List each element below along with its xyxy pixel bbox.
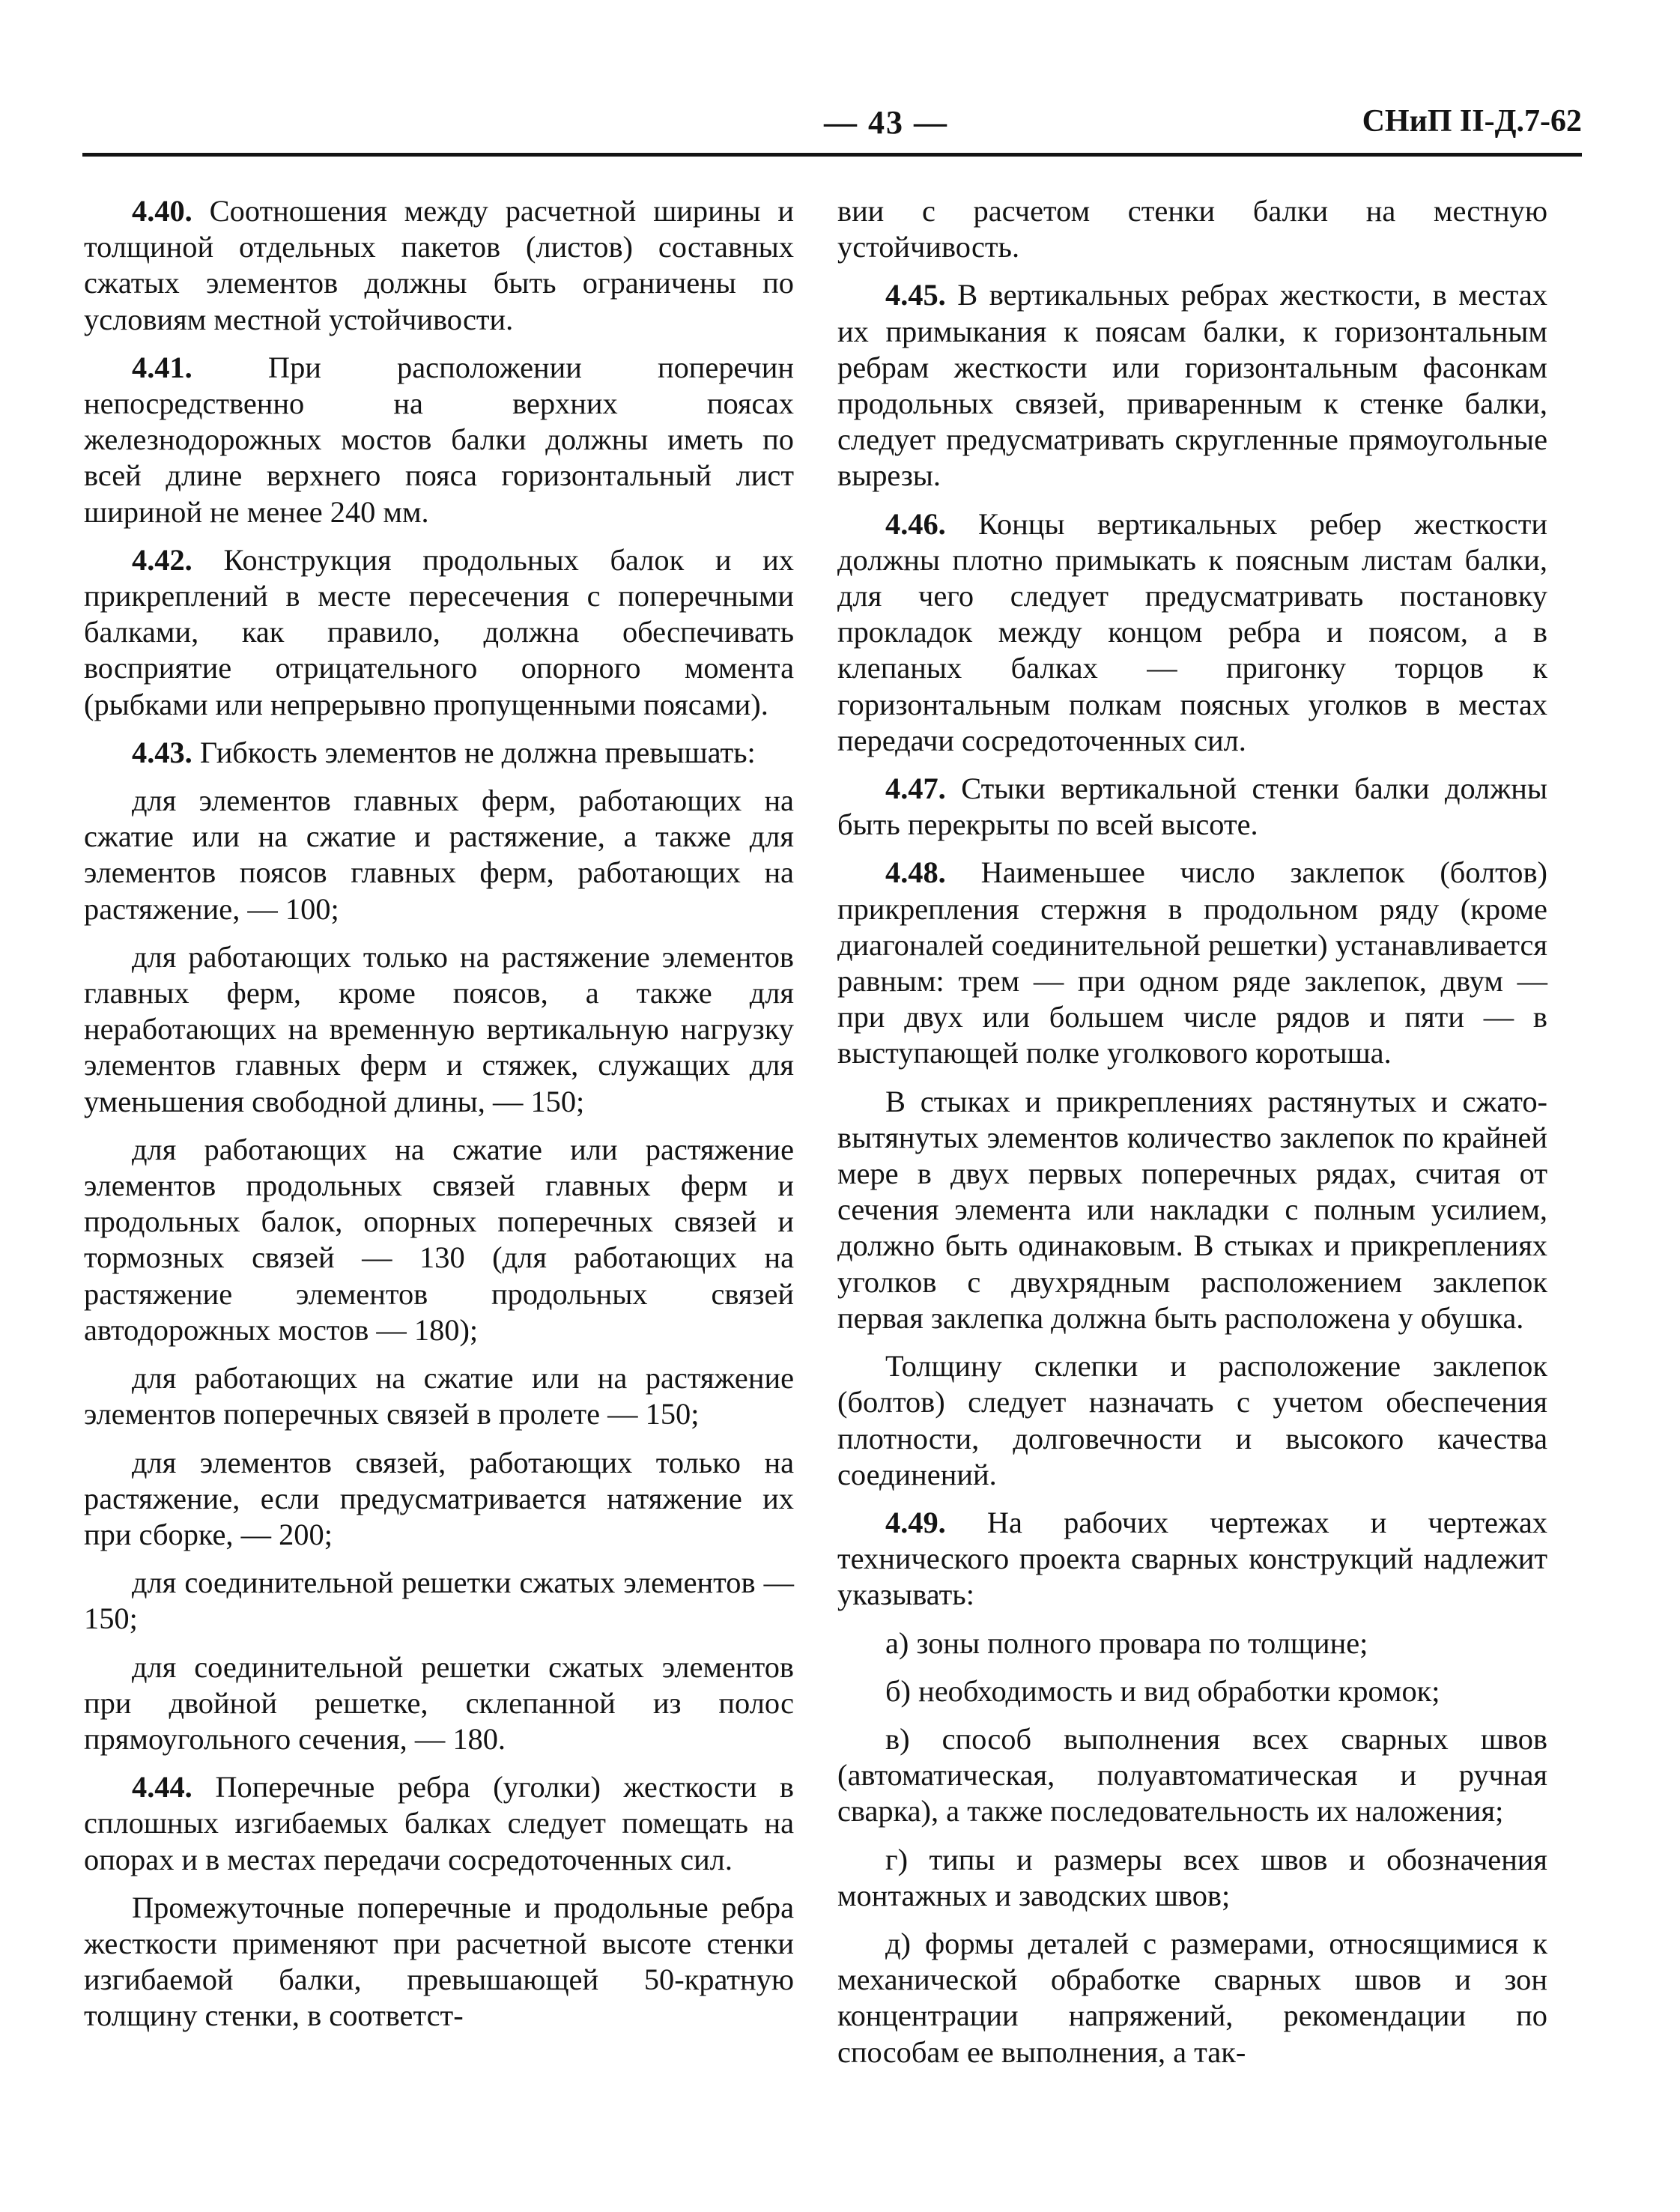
paragraph: Промежуточные поперечные и продольные ребра жесткости применяют при расчетной высоте стенки изгибаемой балки, превышающей 50-кратную толщину стенки, в соответст- <box>84 1890 794 2033</box>
list-item: а) зоны полного провара по толщине; <box>885 1625 1368 1660</box>
document-code: СНиП II-Д.7-62 <box>1362 104 1582 139</box>
page-number: — 43 — <box>824 104 948 141</box>
paragraph-4-47: 4.47. Стыки вертикальной стенки балки должны быть перекрыты по всей высоте. <box>837 772 1547 842</box>
left-column <box>84 193 794 2034</box>
list-item: для работающих на сжатие или на растяжение элементов поперечных связей в пролете — 150; <box>84 1361 794 1431</box>
paragraph-4-49: 4.49. На рабочих чертежах и чертежах технического проекта сварных конструкций надлежит указывать: <box>837 1505 1547 1612</box>
header-rule <box>82 153 1582 157</box>
paragraph-4-45: 4.45. В вертикальных ребрах жесткости, в местах их примыкания к поясам балки, к горизонтальным ребрам жесткости или горизонтальным фасонкам продольных связей, приваренным к стенке балки, следует предусматривать скругленные прямоугольные вырезы. <box>837 278 1547 493</box>
list-item: для соединительной решетки сжатых элементов — 150; <box>84 1566 794 1636</box>
paragraph-4-44: 4.44. Поперечные ребра (уголки) жесткости в сплошных изгибаемых балках следует помещать на опорах и в местах передачи сосредоточенных сил. <box>84 1770 794 1876</box>
list-item: б) необходимость и вид обработки кромок; <box>885 1673 1440 1708</box>
list-item: для работающих только на растяжение элементов главных ферм, кроме поясов, а также для неработающих на временную вертикальную нагрузку элементов главных ферм и стяжек, служащих для уменьшения свободной длины, — 150; <box>84 939 794 1118</box>
page-header <box>82 103 1582 156</box>
list-item: для элементов связей, работающих только на растяжение, если предусматривается натяжение их при сборке, — 200; <box>84 1445 794 1551</box>
right-column <box>837 193 1547 2070</box>
paragraph-4-46: 4.46. Концы вертикальных ребер жесткости должны плотно примыкать к поясным листам балки, для чего следует предусматривать постановку прокладок между концом ребра и поясом, а в клепаных балках — пригонку торцов к горизонтальным полкам поясных уголков в местах передачи сосредоточенных сил. <box>837 506 1547 757</box>
list-item: для работающих на сжатие или растяжение элементов продольных связей главных ферм и продольных балок, опорных поперечных связей и тормозных связей — 130 (для работающих на растяжение элементов продольных связей автодорожных мостов — 180); <box>84 1132 794 1347</box>
paragraph-4-48: 4.48. Наименьшее число заклепок (болтов) прикрепления стержня в продольном ряду (кроме диагоналей соединительной решетки) устанавливается равным: трем — при одном ряде заклепок, двум — при двух или большем числе рядов и пяти — в выступающей полке уголкового коротыша. <box>837 855 1547 1070</box>
paragraph: Толщину склепки и расположение заклепок (болтов) следует назначать с учетом обеспечения плотности, долговечности и высокого качества соединений. <box>837 1349 1547 1491</box>
list-item: в) способ выполнения всех сварных швов (автоматическая, полуавтоматическая и ручная сварка), а также последовательность их наложения; <box>837 1721 1547 1828</box>
paragraph: В стыках и прикреплениях растянутых и сжато-вытянутых элементов количество заклепок по крайней мере в двух первых поперечных рядах, считая от сечения элемента или накладки с полным усилием, должно быть одинаковым. В стыках и прикреплениях уголков с двухрядным расположением заклепок первая заклепка должна быть расположена у обушка. <box>837 1084 1547 1335</box>
list-item: для соединительной решетки сжатых элементов при двойной решетке, склепанной из полос прямоугольного сечения, — 180. <box>84 1649 794 1756</box>
paragraph-4-41: 4.41. При расположении поперечин непосредственно на верхних поясах железнодорожных мостов балки должны иметь по всей длине верхнего пояса горизонтальный лист шириной не менее 240 мм. <box>84 350 794 529</box>
paragraph-4-40: 4.40. Соотношения между расчетной ширины и толщиной отдельных пакетов (листов) составных сжатых элементов должны быть ограничены по условиям местной устойчивости. <box>84 194 794 336</box>
list-item: для элементов главных ферм, работающих на сжатие или на сжатие и растяжение, а также для элементов поясов главных ферм, работающих на растяжение, — 100; <box>84 784 794 926</box>
paragraph-4-42: 4.42. Конструкция продольных балок и их прикреплений в месте пересечения с поперечными балками, как правило, должна обеспечивать восприятие отрицательного опорного момента (рыбками или непрерывно пропущенными поясами). <box>84 542 794 721</box>
list-item: д) формы деталей с размерами, относящимися к механической обработке сварных швов и зон концентрации напряжений, рекомендации по способам ее выполнения, а так- <box>837 1926 1547 2069</box>
paragraph-4-43: 4.43. Гибкость элементов не должна превышать: <box>132 735 756 769</box>
list-item: г) типы и размеры всех швов и обозначения монтажных и заводских швов; <box>837 1842 1547 1912</box>
paragraph-continuation: вии с расчетом стенки балки на местную устойчивость. <box>837 194 1547 264</box>
